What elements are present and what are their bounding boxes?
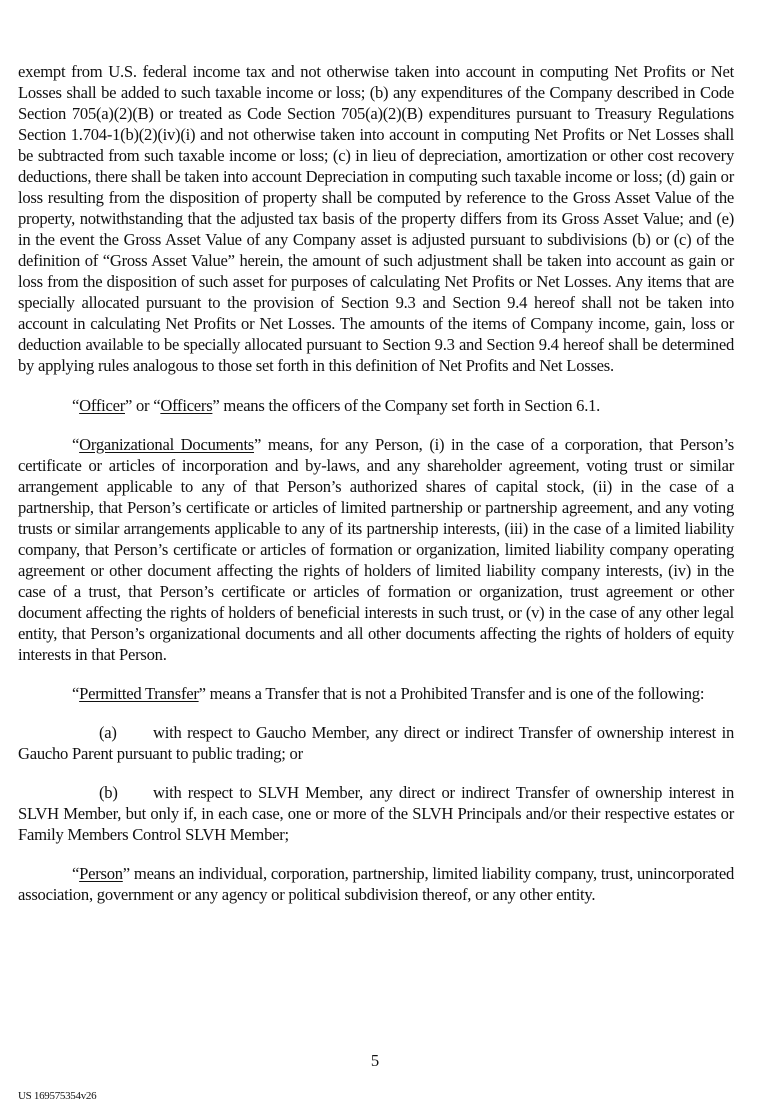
net-profits-continuation-paragraph: exempt from U.S. federal income tax and not otherwise taken into account in computing Net Profits or Net Losses shall be added to such taxable income or loss; (b) any expenditures of the Company described in Code Section 705(a)(2)(B) or treated as Code Section 705(a)(2)(B) expenditures pursuant to Treasury Regulations Section 1.704-1(b)(2)(iv)(i) and not otherwise taken into account in computing Net Profits or Net Losses shall be subtracted from such taxable income or loss; (c) in lieu of depreciation, amortization or other cost recovery deductions, there shall be taken into account Depreciation in computing such taxable income or loss; (d) gain or loss resulting from the disposition of property shall be computed by reference to the Gross Asset Value of the property, notwithstanding that the adjusted tax basis of the property differs from its Gross Asset Value; and (e) in the event the Gross Asset Value of any Company asset is adjusted pursuant to subdivisions (b) or (c) of the definition of “Gross Asset Value” herein, the amount of such adjustment shall be taken into account as gain or loss from the disposition of such asset for purposes of calculating Net Profits or Net Losses. Any items that are specially allocated pursuant to the provision of Section 9.3 and Section 9.4 hereof shall not be taken into account in calculating Net Profits or Net Losses. The amounts of the items of Company income, gain, loss or deduction available to be specially allocated pursuant to Section 9.3 and Section 9.4 hereof shall be determined by applying rules analogous to those set forth in this definition of Net Profits and Net Losses. [18,62,734,375]
defined-term-organizational-documents: Organizational Documents [79,435,255,454]
document-id-footer: US 169575354v26 [18,1090,97,1102]
definition-text: ” means a Transfer that is not a Prohibited Transfer and is one of the following: [198,684,705,703]
term-separator: ” or “ [124,396,161,415]
permitted-transfer-item-b [18,782,734,845]
definition-person [18,863,734,905]
page-number: 5 [370,1051,380,1070]
open-quote: “ [72,435,80,454]
open-quote: “ [72,864,80,883]
definition-permitted-transfer [18,683,734,704]
item-label: (b) [99,783,118,802]
open-quote: “ [72,396,80,415]
definition-text: ” means the officers of the Company set forth in Section 6.1. [212,396,601,415]
open-quote: “ [72,684,80,703]
definition-text: ” means an individual, corporation, partnership, limited liability company, trust, unincorporated association, government or any agency or political subdivision thereof, or any other entity. [18,864,734,904]
permitted-transfer-item-a [18,722,734,764]
item-text: with respect to Gaucho Member, any direct or indirect Transfer of ownership interest in Gaucho Parent pursuant to public trading; or [18,723,734,763]
definition-organizational-documents [18,434,734,665]
item-text: with respect to SLVH Member, any direct or indirect Transfer of ownership interest in SLVH Member, but only if, in each case, one or more of the SLVH Principals and/or their respective estates or Family Members Control SLVH Member; [18,783,734,844]
definition-text: ” means, for any Person, (i) in the case of a corporation, that Person’s certificate or articles of incorporation and by-laws, and any shareholder agreement, voting trust or similar arrangement applicable to any of that Person’s authorized shares of capital stock, (ii) in the case of a partnership, that Person’s certificate or articles of limited partnership or partnership agreement, and any voting trusts or similar arrangements applicable to any of its partnership interests, (iii) in the case of a limited liability company, that Person’s certificate or articles of formation or organization, limited liability company operating agreement or other document affecting the rights of holders of limited liability company interests, (iv) in the case of a trust, that Person’s certificate or articles of formation or organization, trust agreement or other document affecting the rights of holders of beneficial interests in such trust, or (v) in the case of any other legal entity, that Person’s organizational documents and all other documents affecting the rights of holders of equity interests in that Person. [18,435,734,664]
item-label: (a) [99,723,117,742]
defined-term-permitted-transfer: Permitted Transfer [79,684,199,703]
defined-term-person: Person [79,864,123,883]
defined-term-officer: Officer [79,396,125,415]
defined-term-officers: Officers [160,396,213,415]
document-page [18,61,734,905]
definition-officer [18,395,734,416]
